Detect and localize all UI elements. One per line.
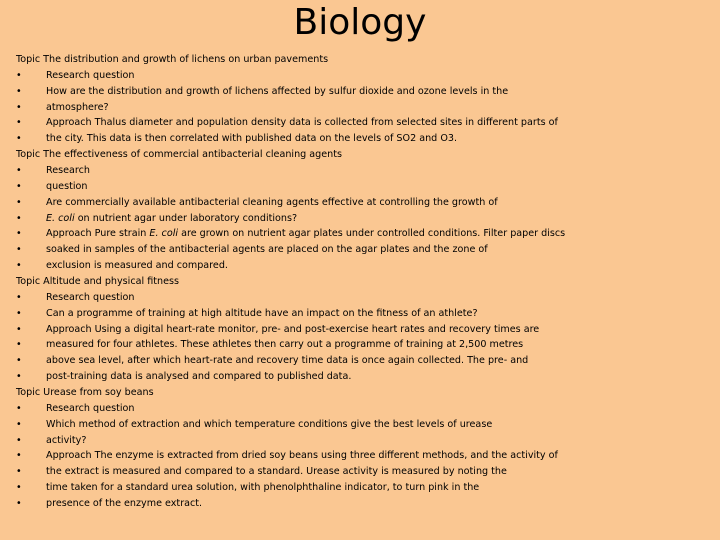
bullet-item bbox=[16, 290, 716, 306]
topic-heading bbox=[16, 385, 716, 401]
bullet-icon: • bbox=[16, 228, 22, 240]
bullet-icon: • bbox=[16, 291, 22, 303]
bullet-text: time taken for a standard urea solution, with phenolphthaline indicator, to turn pink in the bbox=[46, 482, 480, 494]
bullet-text: activity? bbox=[46, 434, 87, 446]
bullet-icon: • bbox=[16, 117, 22, 129]
bullet-text: Can a programme of training at high altitude have an impact on the fitness of an athlete? bbox=[46, 307, 478, 319]
bullet-text bbox=[46, 226, 565, 242]
bullet-icon: • bbox=[16, 212, 22, 224]
bullet-text: Research question bbox=[46, 69, 135, 81]
bullet-item bbox=[16, 417, 716, 433]
bullet-icon: • bbox=[16, 355, 22, 367]
bullet-text: question bbox=[46, 180, 88, 192]
bullet-text: Approach Thalus diameter and population density data is collected from selected sites in different parts of bbox=[46, 117, 558, 129]
bullet-item bbox=[16, 306, 716, 322]
slide-body bbox=[16, 52, 716, 512]
bullet-item bbox=[16, 369, 716, 385]
bullet-icon: • bbox=[16, 133, 22, 145]
bullet-text: measured for four athletes. These athletes then carry out a programme of training at 2,500 metres bbox=[46, 339, 524, 351]
bullet-icon: • bbox=[16, 165, 22, 177]
bullet-icon: • bbox=[16, 402, 22, 414]
bullet-icon: • bbox=[16, 69, 22, 81]
bullet-item bbox=[16, 115, 716, 131]
bullet-item bbox=[16, 226, 716, 242]
bullet-text: Which method of extraction and which temperature conditions give the best levels of urease bbox=[46, 418, 493, 430]
bullet-text: Research question bbox=[46, 402, 135, 414]
bullet-icon: • bbox=[16, 196, 22, 208]
bullet-icon: • bbox=[16, 323, 22, 335]
bullet-icon: • bbox=[16, 85, 22, 97]
bullet-item bbox=[16, 100, 716, 116]
species-name: E. coli bbox=[46, 212, 75, 224]
bullet-item bbox=[16, 68, 716, 84]
bullet-text-rest: on nutrient agar under laboratory conditions? bbox=[74, 212, 298, 224]
bullet-item bbox=[16, 258, 716, 274]
bullet-item bbox=[16, 464, 716, 480]
topic-heading bbox=[16, 274, 716, 290]
bullet-icon: • bbox=[16, 434, 22, 446]
bullet-item bbox=[16, 84, 716, 100]
topic-heading bbox=[16, 52, 716, 68]
bullet-text: Approach Using a digital heart-rate monitor, pre- and post-exercise heart rates and recovery times are bbox=[46, 323, 540, 335]
bullet-text: post-training data is analysed and compared to published data. bbox=[46, 371, 352, 383]
bullet-icon: • bbox=[16, 498, 22, 510]
bullet-text bbox=[46, 211, 297, 227]
bullet-item bbox=[16, 480, 716, 496]
bullet-item bbox=[16, 179, 716, 195]
bullet-item bbox=[16, 211, 716, 227]
bullet-icon: • bbox=[16, 244, 22, 256]
bullet-item bbox=[16, 195, 716, 211]
bullet-item bbox=[16, 496, 716, 512]
bullet-icon: • bbox=[16, 418, 22, 430]
bullet-item bbox=[16, 433, 716, 449]
bullet-item bbox=[16, 337, 716, 353]
bullet-icon: • bbox=[16, 482, 22, 494]
bullet-item bbox=[16, 401, 716, 417]
bullet-text: How are the distribution and growth of lichens affected by sulfur dioxide and ozone levels in the bbox=[46, 85, 509, 97]
bullet-icon: • bbox=[16, 450, 22, 462]
bullet-text: presence of the enzyme extract. bbox=[46, 498, 203, 510]
topic-text: Topic Urease from soy beans bbox=[16, 387, 154, 399]
slide-title: Biology bbox=[293, 2, 427, 43]
bullet-icon: • bbox=[16, 339, 22, 351]
bullet-text: Research question bbox=[46, 291, 135, 303]
species-name: E. coli bbox=[149, 228, 179, 240]
bullet-item bbox=[16, 242, 716, 258]
bullet-text: Are commercially available antibacterial cleaning agents effective at controlling the growth of bbox=[46, 196, 498, 208]
bullet-text: the city. This data is then correlated with published data on the levels of SO2 and O3. bbox=[46, 133, 458, 145]
bullet-item bbox=[16, 163, 716, 179]
bullet-text: Approach The enzyme is extracted from dried soy beans using three different methods, and the activity of bbox=[46, 450, 558, 462]
topic-heading bbox=[16, 147, 716, 163]
bullet-text-start: Approach Pure strain bbox=[46, 228, 150, 240]
topic-text: Topic The distribution and growth of lichens on urban pavements bbox=[16, 54, 329, 65]
bullet-icon: • bbox=[16, 371, 22, 383]
bullet-text: Research bbox=[46, 165, 91, 177]
bullet-icon: • bbox=[16, 260, 22, 272]
bullet-icon: • bbox=[16, 101, 22, 113]
bullet-text: atmosphere? bbox=[46, 101, 109, 113]
topic-text: Topic Altitude and physical fitness bbox=[16, 276, 179, 288]
bullet-text-rest: are grown on nutrient agar plates under controlled conditions. Filter paper discs bbox=[178, 228, 566, 240]
bullet-icon: • bbox=[16, 307, 22, 319]
bullet-item bbox=[16, 131, 716, 147]
bullet-item bbox=[16, 322, 716, 338]
bullet-icon: • bbox=[16, 466, 22, 478]
bullet-text: soaked in samples of the antibacterial agents are placed on the agar plates and the zone of bbox=[46, 244, 488, 256]
bullet-text: above sea level, after which heart-rate and recovery time data is once again collected. The pre- and bbox=[46, 355, 529, 367]
bullet-item bbox=[16, 448, 716, 464]
bullet-icon: • bbox=[16, 180, 22, 192]
bullet-text: the extract is measured and compared to a standard. Urease activity is measured by noting the bbox=[46, 466, 507, 478]
topic-text: Topic The effectiveness of commercial antibacterial cleaning agents bbox=[16, 149, 342, 161]
bullet-text: exclusion is measured and compared. bbox=[46, 260, 228, 272]
bullet-item bbox=[16, 353, 716, 369]
